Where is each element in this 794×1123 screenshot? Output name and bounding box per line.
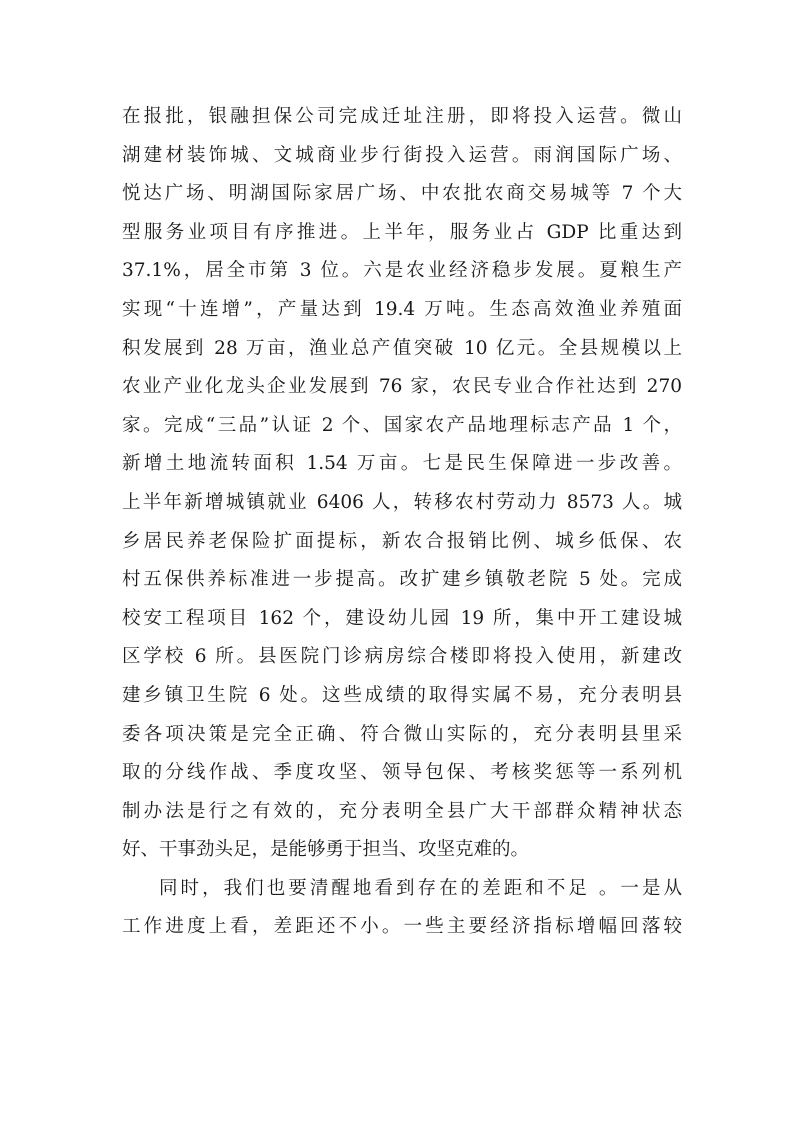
text-line: 工作进度上看，差距还不小。一些主要经济指标增幅回落较 [122, 916, 682, 938]
text-line: 悦达广场、明湖国际家居广场、中农批农商交易城等 7 个大 [122, 183, 682, 205]
text-line: 新增土地流转面积 1.54 万亩。七是民生保障进一步改善。 [122, 453, 682, 475]
text-line: 积发展到 28 万亩，渔业总产值突破 10 亿元。全县规模以上 [122, 337, 682, 359]
text-line: 实现“十连增”，产量达到 19.4 万吨。生态高效渔业养殖面 [122, 298, 682, 320]
text-line: 家。完成“三品”认证 2 个、国家农产品地理标志产品 1 个， [122, 414, 682, 436]
text-line: 上半年新增城镇就业 6406 人，转移农村劳动力 8573 人。城 [122, 491, 682, 513]
text-line: 制办法是行之有效的，充分表明全县广大干部群众精神状态 [122, 800, 682, 822]
body-text [122, 98, 682, 947]
text-line: 37.1%，居全市第 3 位。六是农业经济稳步发展。夏粮生产 [122, 260, 682, 282]
text-line: 在报批，银融担保公司完成迁址注册，即将投入运营。微山 [122, 106, 682, 127]
text-line: 好、干事劲头足，是能够勇于担当、攻坚克难的。 [122, 839, 530, 861]
text-line: 区学校 6 所。县医院门诊病房综合楼即将投入使用，新建改 [122, 646, 682, 668]
text-line: 湖建材装饰城、文城商业步行街投入运营。雨润国际广场、 [122, 144, 682, 166]
text-line: 建乡镇卫生院 6 处。这些成绩的取得实属不易，充分表明县 [122, 684, 682, 706]
text-line: 型服务业项目有序推进。上半年，服务业占 GDP 比重达到 [122, 221, 682, 243]
text-line: 委各项决策是完全正确、符合微山实际的，充分表明县里采 [122, 723, 682, 745]
text-line: 校安工程项目 162 个，建设幼儿园 19 所，集中开工建设城 [122, 607, 682, 629]
paragraph-first-line: 同时，我们也要清醒地看到存在的差距和不足 。一是从 [159, 877, 682, 899]
text-line: 农业产业化龙头企业发展到 76 家，农民专业合作社达到 270 [122, 376, 682, 398]
text-line: 乡居民养老保险扩面提标，新农合报销比例、城乡低保、农 [122, 530, 682, 552]
text-line: 村五保供养标准进一步提高。改扩建乡镇敬老院 5 处。完成 [122, 569, 682, 591]
text-line: 取的分线作战、季度攻坚、领导包保、考核奖惩等一系列机 [122, 762, 682, 784]
